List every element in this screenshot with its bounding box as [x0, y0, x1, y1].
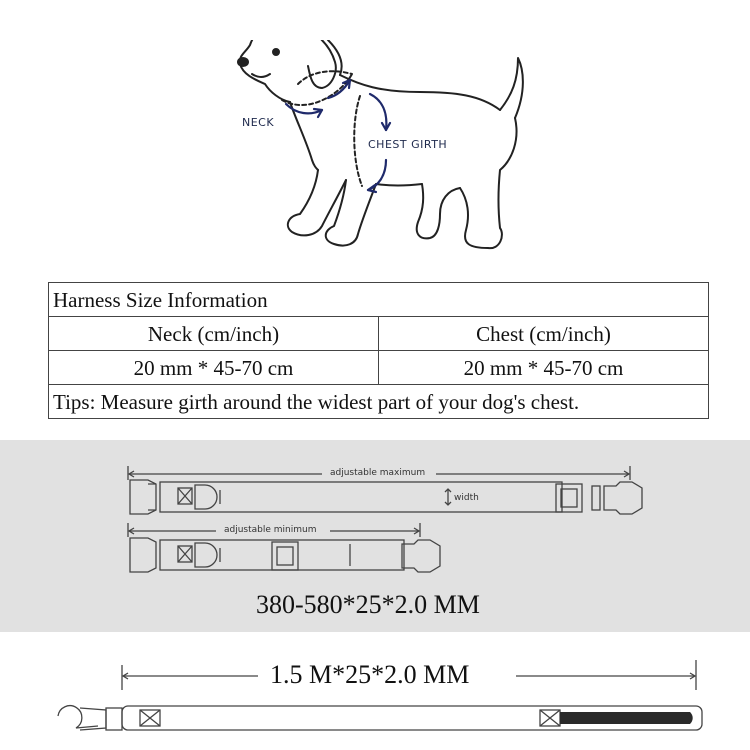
harness-size-table: [48, 282, 709, 419]
chest-header: Chest (cm/inch): [379, 317, 709, 351]
neck-label: NECK: [242, 116, 275, 129]
table-title-row: [49, 283, 709, 317]
dog-illustration: [200, 40, 560, 270]
chest-value: 20 mm * 45-70 cm: [379, 351, 709, 385]
chest-girth-label: CHEST GIRTH: [368, 138, 448, 151]
neck-header: Neck (cm/inch): [49, 317, 379, 351]
collar-diagram-panel: [0, 440, 750, 632]
leash-diagram: [0, 640, 750, 750]
table-tip-row: [49, 385, 709, 419]
leash-dimensions: 1.5 M*25*2.0 MM: [270, 660, 470, 689]
adjustable-maximum-label: adjustable maximum: [330, 468, 426, 478]
table-value-row: [49, 351, 709, 385]
leash-drawing: [0, 640, 750, 750]
table-tip: Tips: Measure girth around the widest part of your dog's chest.: [49, 385, 709, 419]
table-title: Harness Size Information: [49, 283, 709, 317]
adjustable-minimum-label: adjustable minimum: [224, 525, 317, 535]
neck-value: 20 mm * 45-70 cm: [49, 351, 379, 385]
dog-drawing: [200, 40, 560, 270]
width-label: width: [454, 493, 479, 503]
collar-dimensions: 380-580*25*2.0 MM: [256, 590, 480, 619]
table-header-row: [49, 317, 709, 351]
